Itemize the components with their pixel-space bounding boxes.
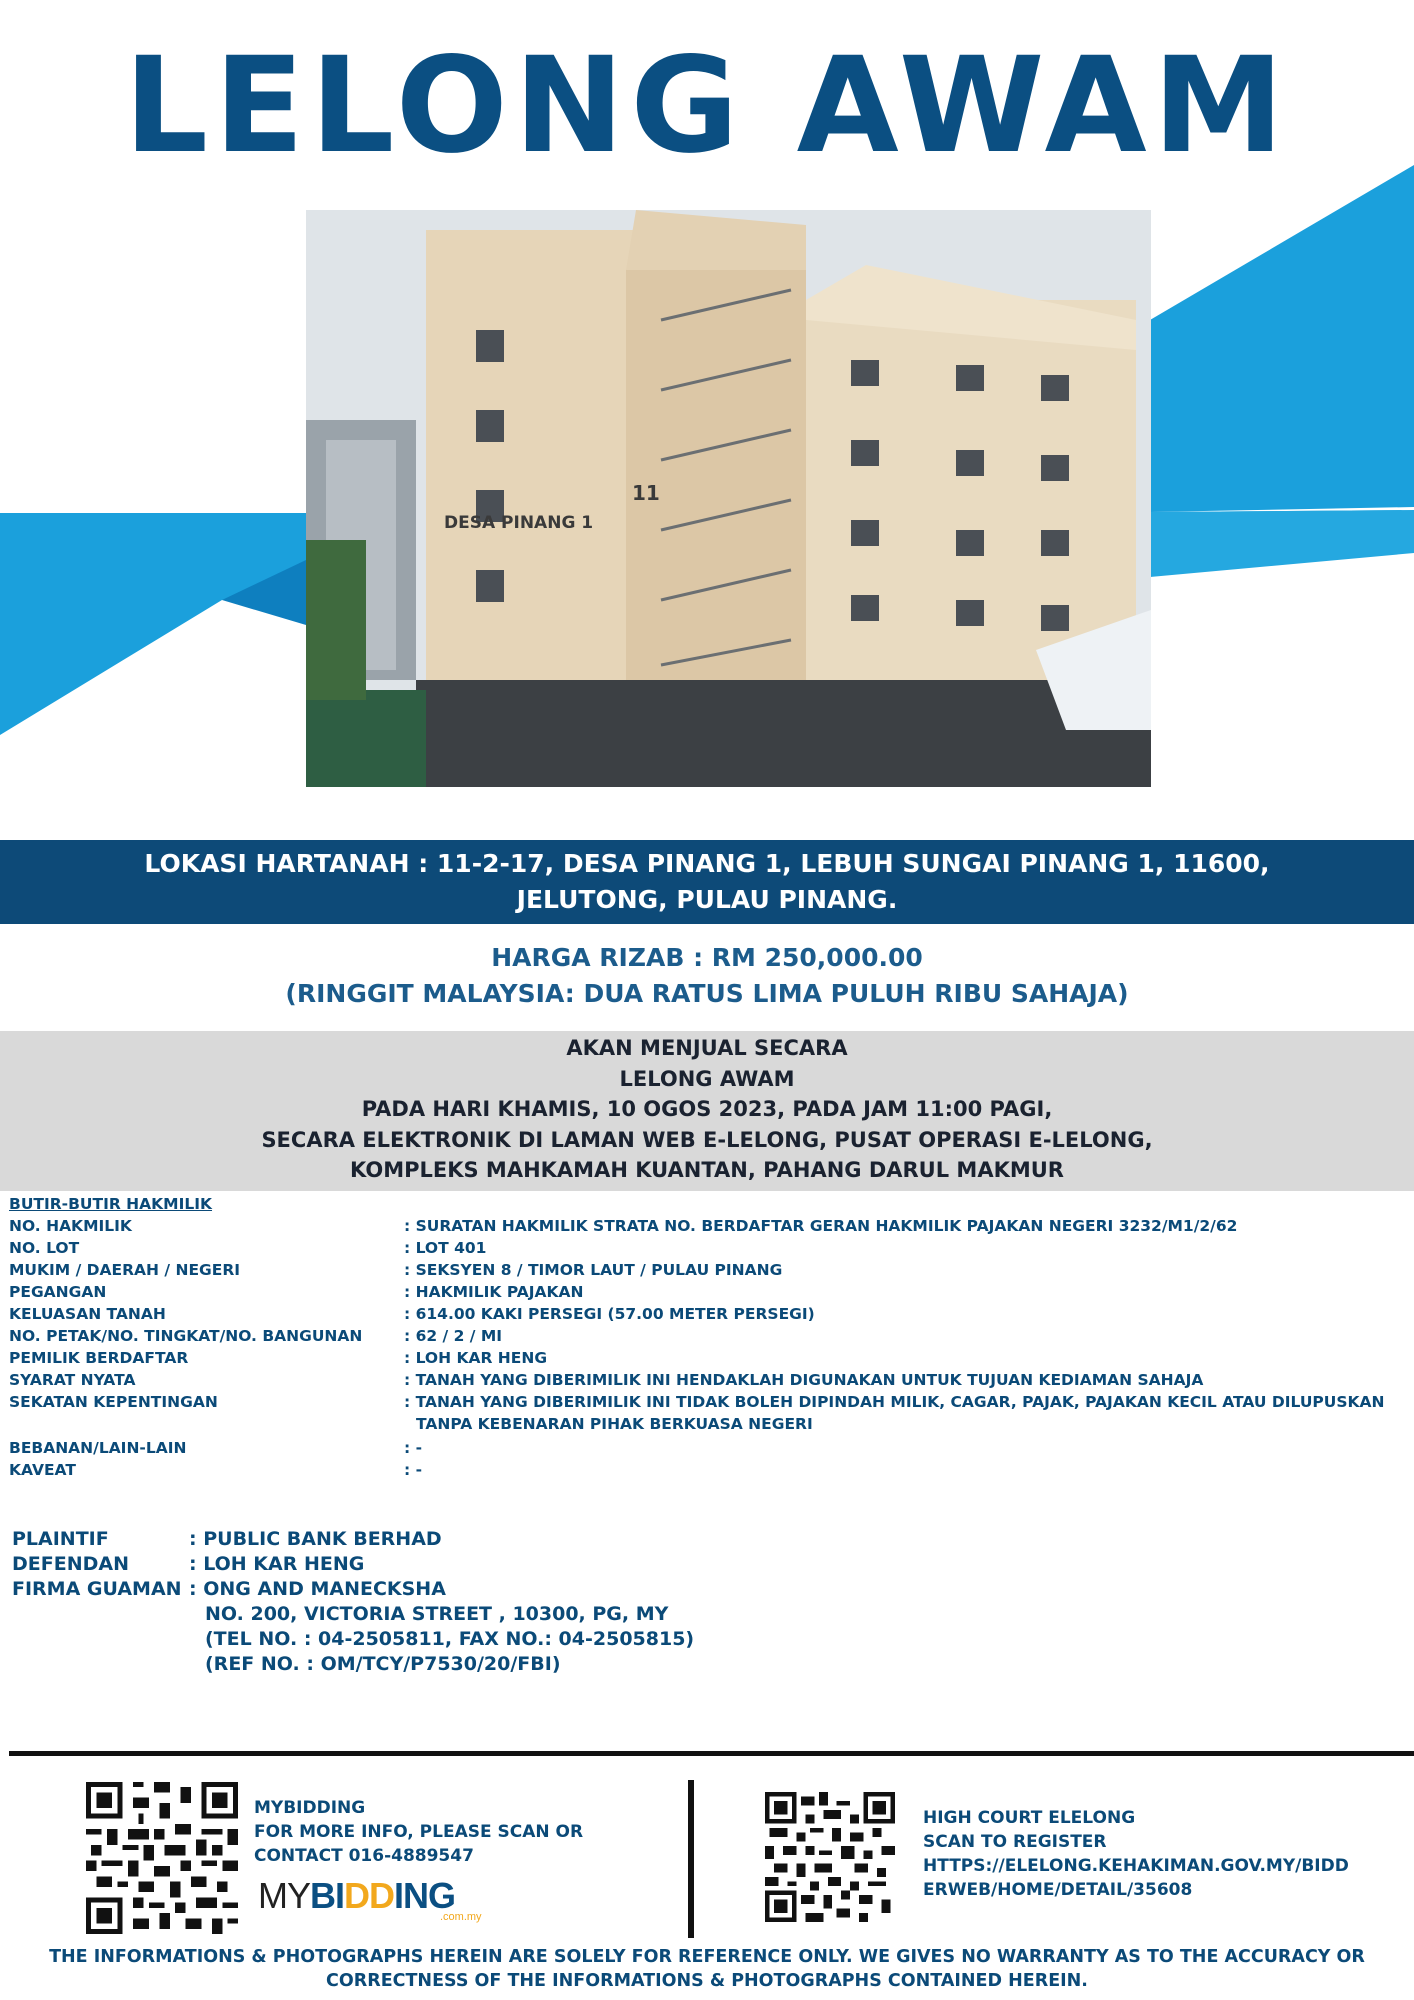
defendant-row [12,1552,912,1577]
firm-row [12,1577,912,1602]
detail-value: : LOH KAR HENG [404,1349,548,1367]
detail-row [9,1303,1409,1325]
mybidding-logo: MYBIDDING [258,1875,456,1916]
detail-row [9,1259,1409,1281]
detail-value: : 614.00 KAKI PERSEGI (57.00 METER PERSEGI) [404,1305,815,1323]
detail-row [9,1437,1409,1459]
sale-line-5: KOMPLEKS MAHKAMAH KUANTAN, PAHANG DARUL MAKMUR [350,1158,1064,1182]
detail-row [9,1281,1409,1303]
detail-row [9,1215,1409,1237]
detail-label: PEMILIK BERDAFTAR [9,1349,189,1367]
firm-address-row [12,1602,912,1627]
detail-value: : SURATAN HAKMILIK STRATA NO. BERDAFTAR GERAN HAKMILIK PAJAKAN NEGERI 3232/M1/2/62 [404,1217,1238,1235]
reserve-price-words: (RINGGIT MALAYSIA: DUA RATUS LIMA PULUH RIBU SAHAJA) [285,979,1129,1008]
location-band [0,840,1414,924]
high-court-line-1: HIGH COURT ELELONG [923,1808,1136,1828]
sale-notice-band [0,1031,1414,1191]
detail-row [9,1325,1409,1347]
detail-value: : - [404,1439,423,1457]
detail-label: BEBANAN/LAIN-LAIN [9,1439,187,1457]
reserve-price-amount: HARGA RIZAB : RM 250,000.00 [491,943,923,972]
detail-row [9,1369,1409,1391]
high-court-info [923,1806,1349,1902]
detail-value [404,1391,1404,1435]
detail-value-line-2: TANPA KEBENARAN PIHAK BERKUASA NEGERI [416,1415,813,1433]
right-blue-lower [1150,510,1414,577]
firm-reference: (REF NO. : OM/TCY/P7530/20/FBI) [205,1653,561,1675]
page-title: LELONG AWAM [123,29,1291,183]
sale-line-4: SECARA ELEKTRONIK DI LAMAN WEB E-LELONG, PUSAT OPERASI E-LELONG, [261,1127,1153,1152]
detail-label: SYARAT NYATA [9,1371,136,1389]
detail-label: NO. PETAK/NO. TINGKAT/NO. BANGUNAN [9,1327,363,1345]
details-heading: BUTIR-BUTIR HAKMILIK [9,1195,213,1213]
detail-row [9,1347,1409,1369]
location-line-1: LOKASI HARTANAH : 11-2-17, DESA PINANG 1, LEBUH SUNGAI PINANG 1, 11600, [144,849,1270,878]
detail-value: : - [404,1461,423,1479]
high-court-line-2: SCAN TO REGISTER [923,1832,1107,1852]
elelong-qr-code[interactable] [765,1792,895,1922]
defendant-value: : LOH KAR HENG [189,1553,365,1575]
detail-label: NO. LOT [9,1239,80,1257]
mybidding-title: MYBIDDING [254,1798,366,1818]
detail-value: : SEKSYEN 8 / TIMOR LAUT / PULAU PINANG [404,1261,783,1279]
firm-label: FIRMA GUAMAN [12,1578,182,1600]
plaintiff-value: : PUBLIC BANK BERHAD [189,1528,442,1550]
sale-line-1: AKAN MENJUAL SECARA [566,1036,848,1060]
detail-row [9,1459,1409,1481]
mybidding-line-3: CONTACT 016-4889547 [254,1846,474,1866]
firm-address: NO. 200, VICTORIA STREET , 10300, PG, MY [205,1603,669,1625]
detail-value: : 62 / 2 / MI [404,1327,503,1345]
footer-vertical-divider [688,1780,694,1938]
disclaimer [0,1945,1414,1993]
detail-label: KELUASAN TANAH [9,1305,166,1323]
detail-label: KAVEAT [9,1461,76,1479]
left-blue-shape [0,513,306,735]
mybidding-line-2: FOR MORE INFO, PLEASE SCAN OR [254,1822,584,1842]
disclaimer-line-1: THE INFORMATIONS & PHOTOGRAPHS HEREIN ARE SOLELY FOR REFERENCE ONLY. WE GIVES NO WARRANTY AS TO THE ACCURACY OR [49,1947,1365,1967]
detail-value: : HAKMILIK PAJAKAN [404,1283,584,1301]
footer-divider [9,1751,1414,1756]
disclaimer-line-2: CORRECTNESS OF THE INFORMATIONS & PHOTOGRAPHS CONTAINED HEREIN. [326,1971,1088,1991]
detail-label: NO. HAKMILIK [9,1217,132,1235]
sale-line-2: LELONG AWAM [619,1066,795,1091]
defendant-label: DEFENDAN [12,1553,129,1575]
detail-value: : LOT 401 [404,1239,487,1257]
detail-row [9,1237,1409,1259]
detail-value-line-1: : TANAH YANG DIBERIMILIK INI TIDAK BOLEH DIPINDAH MILIK, CAGAR, PAJAK, PAJAKAN KECIL ATAU DILUPUSKAN [404,1393,1385,1411]
detail-label: PEGANGAN [9,1283,107,1301]
plaintiff-row [12,1527,912,1552]
property-photo [306,210,1151,787]
reserve-price [0,940,1414,1012]
mybidding-logo-domain: .com.my [440,1911,482,1923]
location-line-2: JELUTONG, PULAU PINANG. [516,885,898,914]
firm-contact: (TEL NO. : 04-2505811, FAX NO.: 04-2505815) [205,1628,695,1650]
high-court-url-line-2[interactable]: ERWEB/HOME/DETAIL/35608 [923,1880,1193,1900]
detail-value: : TANAH YANG DIBERIMILIK INI HENDAKLAH DIGUNAKAN UNTUK TUJUAN KEDIAMAN SAHAJA [404,1371,1204,1389]
high-court-url-line-1[interactable]: HTTPS://ELELONG.KEHAKIMAN.GOV.MY/BIDD [923,1856,1349,1876]
detail-label: SEKATAN KEPENTINGAN [9,1393,218,1411]
ground-floor [416,680,1151,787]
sale-line-3: PADA HARI KHAMIS, 10 OGOS 2023, PADA JAM 11:00 PAGI, [361,1097,1053,1121]
detail-row [9,1391,1409,1435]
detail-label: MUKIM / DAERAH / NEGERI [9,1261,241,1279]
title-details [9,1193,1409,1481]
firm-value: : ONG AND MANECKSHA [189,1578,446,1600]
parties-block [12,1527,912,1677]
firm-contact-row [12,1627,912,1652]
tree [306,540,366,700]
building-sign: DESA PINANG 1 [444,513,594,533]
mybidding-info [254,1796,583,1868]
block-number: 11 [632,481,660,505]
plaintiff-label: PLAINTIF [12,1528,109,1550]
mybidding-qr-code[interactable] [86,1782,238,1934]
firm-ref-row [12,1652,912,1677]
